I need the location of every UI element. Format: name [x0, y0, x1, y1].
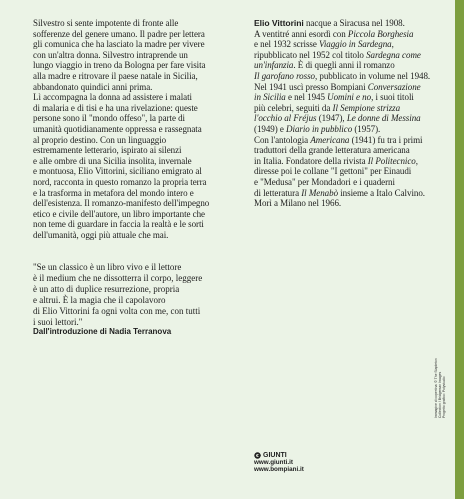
bio-text: (1941) fu tra i primi [349, 134, 423, 145]
synopsis-line: con un'altra donna. Silvestro intraprende un [33, 49, 188, 60]
bio-line [254, 39, 446, 50]
book-title: Uomini e no [327, 92, 372, 103]
bio-text: Con l'antologia [254, 134, 311, 145]
bio-text: insieme a Italo Calvino. [338, 187, 426, 198]
book-title: un'infanzia [254, 60, 294, 71]
synopsis-line: Silvestro si sente impotente di fronte alle [33, 18, 179, 28]
book-title: l'occhio al Fréjus [254, 113, 317, 124]
book-title: Conversazione [367, 81, 421, 92]
book-title: Sardegna come [366, 49, 421, 60]
book-title: Il garofano rosso [254, 70, 315, 81]
synopsis-line: Lì accompagna la donna ad assistere i malati [33, 92, 192, 103]
quote-line: è un atto di duplice resurrezione, propria [33, 283, 180, 294]
book-title: Il Sempione strizza [332, 102, 401, 113]
author-bio [254, 18, 446, 209]
bio-text: (1957). [352, 123, 381, 134]
bio-text: e nel 1932 scrisse [254, 39, 320, 50]
bio-text: in Italia. Fondatore della rivista [254, 155, 368, 166]
publisher-block [254, 452, 304, 474]
bio-text: di letteratura [254, 187, 302, 198]
synopsis-line: alla madre e ritrovare il paese natale in Sicilia, [33, 70, 198, 81]
bio-line: e "Medusa" per Mondadori e i quaderni [254, 176, 395, 187]
synopsis-line: umanità quotidianamente oppressa e rassegnata [33, 123, 202, 134]
synopsis-line: abbandonato quindici anni prima. [33, 81, 153, 92]
giunti-logo-icon [254, 452, 261, 459]
bio-line [254, 82, 446, 93]
bio-line [254, 60, 446, 71]
bio-line [254, 18, 446, 29]
synopsis-line: di malaria e di tisi e ha una rivelazione: queste [33, 102, 198, 113]
bio-text: più celebri, seguiti da [254, 102, 333, 113]
bio-line [254, 124, 446, 135]
bio-line [254, 29, 446, 40]
synopsis-line: persone sono il "mondo offeso", la parte di [33, 113, 186, 124]
bio-line: Morì a Milano nel 1966. [254, 198, 342, 209]
bio-text: Nel 1941 uscì presso Bompiani [254, 81, 368, 92]
quote-line: i suoi lettori." [33, 316, 83, 327]
bio-text: e nel 1945 [285, 92, 328, 103]
magazine-title: Il Politecnico [367, 155, 416, 166]
bio-line [254, 135, 446, 146]
bio-line [254, 156, 446, 167]
bio-text: , i suoi titoli [371, 92, 414, 103]
book-title: Diario in pubblico [286, 123, 353, 134]
book-title: Viaggio in Sardegna [319, 39, 392, 50]
synopsis-line: e la trasforma in metafora del mondo intero e [33, 187, 194, 198]
synopsis-line: e alle ombre di una Sicilia insolita, invernale [33, 155, 192, 166]
bio-line: diresse poi le collane "I gettoni" per Einaudi [254, 166, 412, 177]
publisher-logo [254, 452, 304, 459]
bio-line [254, 113, 446, 124]
bio-line [254, 188, 446, 199]
bio-text: (1949) e [254, 123, 287, 134]
bio-line [254, 71, 446, 82]
synopsis [33, 18, 231, 240]
bio-line [254, 50, 446, 61]
book-title: Le donne di Messina [346, 113, 421, 124]
synopsis-line: non teme di guardare in faccia la realtà e le sorti [33, 219, 204, 230]
bio-text: , pubblicato in volume nel 1948. [315, 70, 431, 81]
synopsis-line: etico e civile dell'autore, un libro importante che [33, 208, 206, 219]
quote-line: "Se un classico è un libro vivo e il lettore [33, 262, 182, 272]
cover-image-credit: Immagine di copertina: © The Stapleton Collection / Bridgeman Images [434, 358, 443, 418]
publisher-website-link[interactable]: www.bompiani.it [254, 466, 304, 474]
bio-text: (1947), [316, 113, 347, 124]
synopsis-line: dell'esistenza. Il romanzo-manifesto dell'impegno [33, 198, 210, 209]
design-credit: Progetto grafico: Polystudio [442, 376, 447, 418]
bio-text: . È di quegli anni il romanzo [293, 60, 395, 71]
quote-attribution: Dall'introduzione di Nadia Terranova [33, 327, 172, 337]
bio-line [254, 92, 446, 103]
bio-text: A ventitré anni esordì con [254, 28, 348, 39]
book-title: in Sicilia [254, 92, 286, 103]
author-name: Elio Vittorini [254, 18, 304, 28]
book-title: Piccola Borghesia [347, 28, 414, 39]
publisher-logo-text: GIUNTI [263, 452, 287, 459]
bio-text: ripubblicato nel 1952 col titolo [254, 49, 367, 60]
bio-text: nacque a Siracusa nel 1908. [303, 18, 405, 28]
synopsis-line: nord, racconta in questo romanzo la propria terra [33, 176, 207, 187]
magazine-title: Il Menabò [301, 187, 339, 198]
synopsis-line: dell'umanità, oggi più attuale che mai. [33, 229, 169, 240]
publisher-website-link[interactable]: www.giunti.it [254, 459, 293, 466]
synopsis-line: estremamente letterario, ispirato ai silenzi [33, 145, 182, 156]
synopsis-line: sofferenze del genere umano. Il padre per lettera [33, 28, 205, 39]
quote-line: di Elio Vittorini fa ogni volta con me, con tutti [33, 305, 201, 316]
bio-line: traduttori della grande letteratura americana [254, 145, 410, 156]
book-title: Americana [310, 134, 350, 145]
quote-line: e altrui. È la magia che il capolavoro [33, 294, 166, 305]
review-quote [33, 262, 233, 338]
bio-text: , [415, 155, 418, 166]
synopsis-line: e montuosa, Elio Vittorini, siciliano emigrato al [33, 166, 202, 177]
image-credits [434, 344, 447, 418]
bio-text: , [391, 39, 394, 50]
quote-line: è il medium che ne dissotterra il corpo, leggere [33, 272, 203, 283]
bio-line [254, 103, 446, 114]
accent-strip [455, 0, 464, 499]
synopsis-line: al proprio destino. Con un linguaggio [33, 134, 167, 145]
synopsis-line: lungo viaggio in treno da Bologna per fare visita [33, 60, 206, 71]
synopsis-line: gli comunica che ha lasciato la madre per vivere [33, 39, 205, 50]
